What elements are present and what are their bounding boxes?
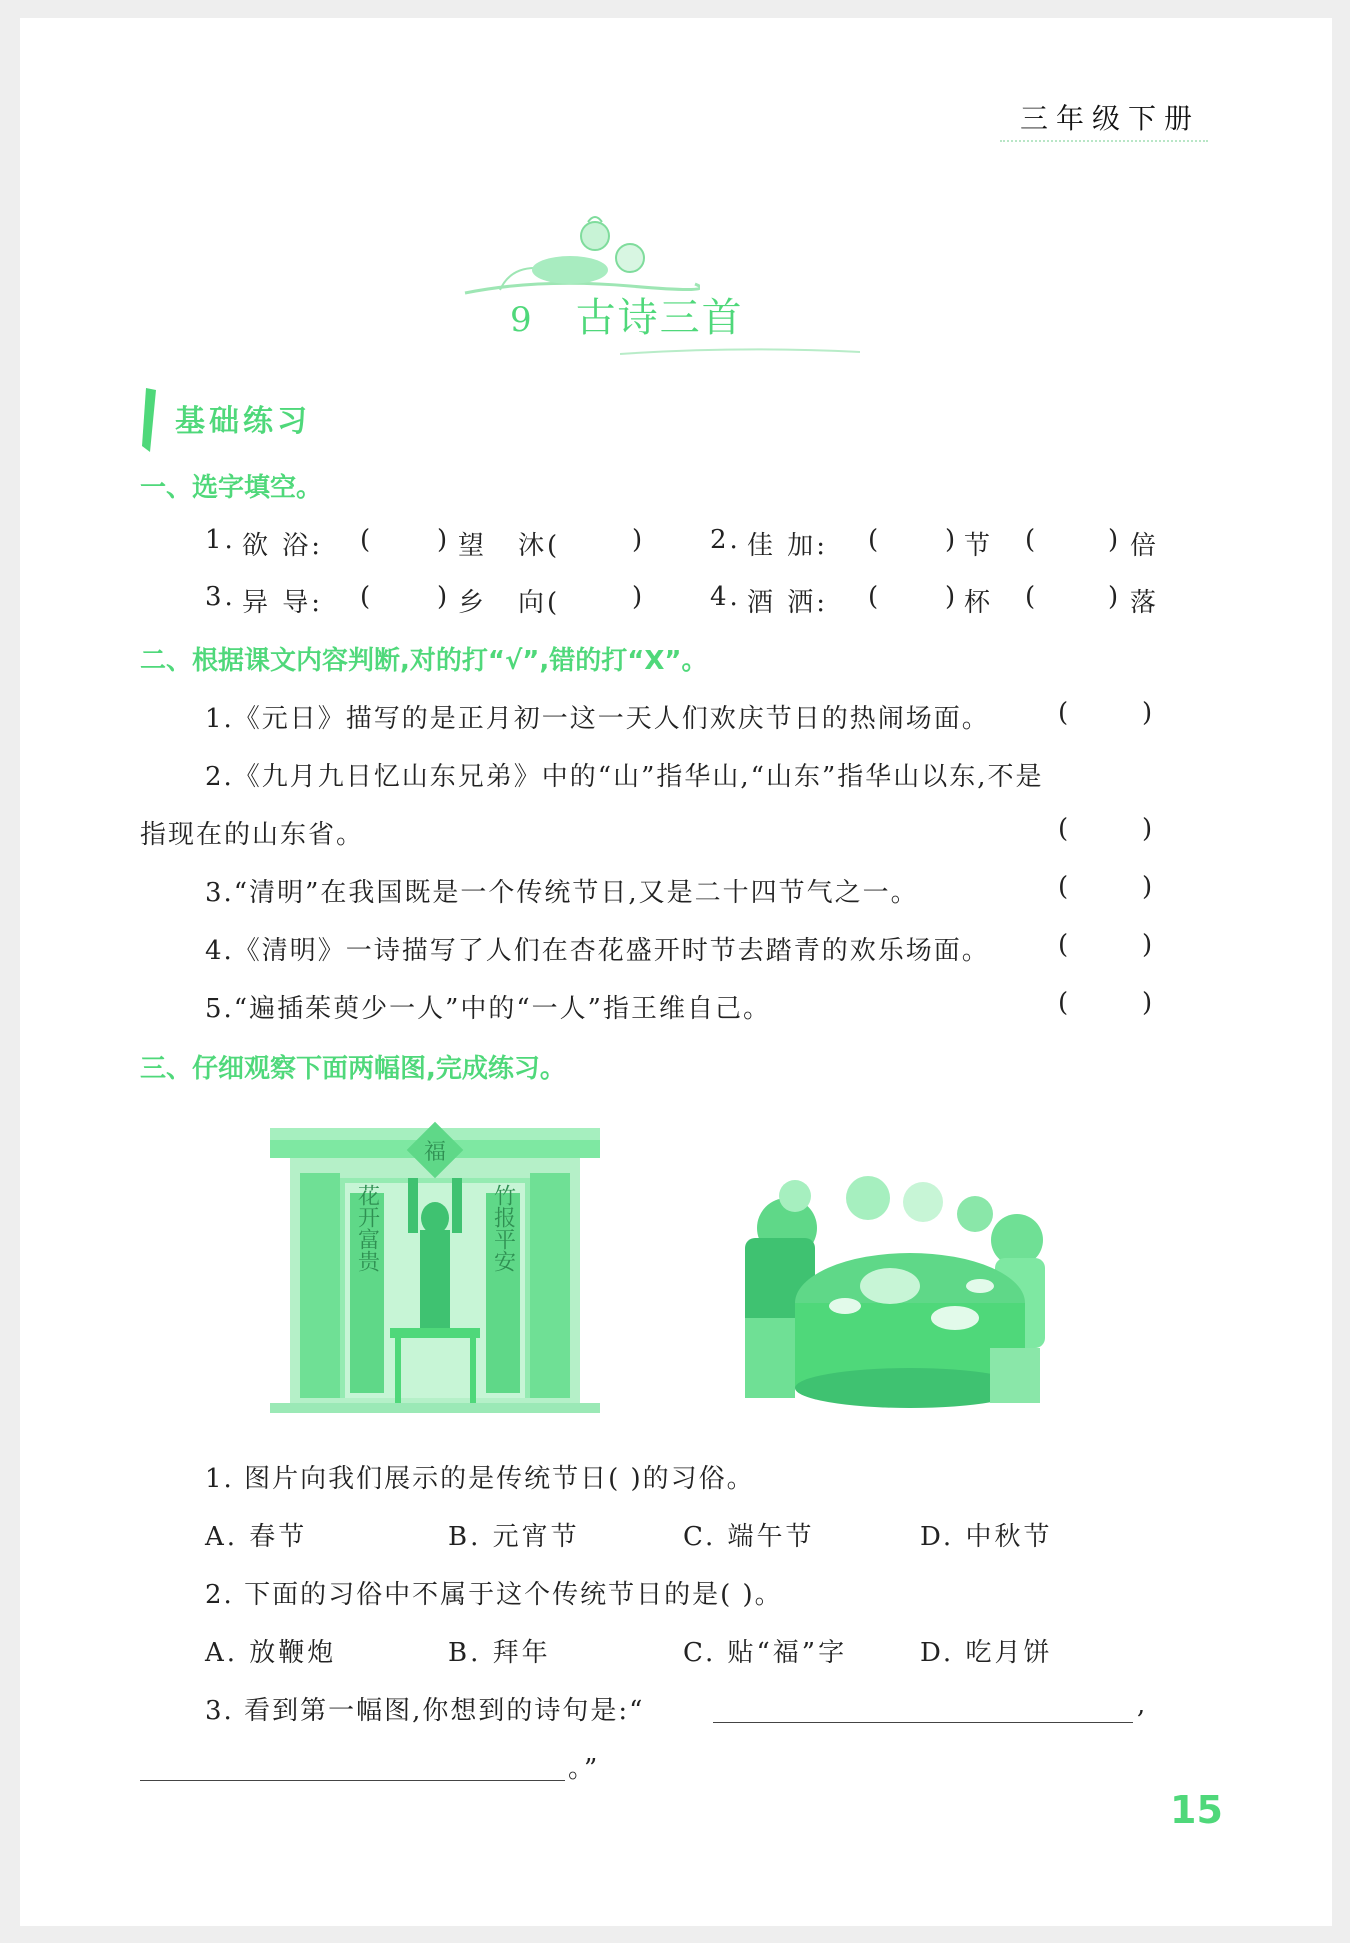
s1-q3-word2-close: ) — [632, 582, 643, 612]
s3-q2-option-a: A. 放鞭炮 — [205, 1638, 337, 1668]
s3-q1: 1. 图片向我们展示的是传统节日( )的习俗。 — [205, 1464, 755, 1494]
title-underline — [620, 346, 860, 358]
s1-q2-word1: 节 — [964, 531, 994, 561]
s2-item-2-paren-open: ( — [1058, 814, 1069, 844]
s1-q1-word2: 沐( — [518, 531, 561, 561]
s3-q2: 2. 下面的习俗中不属于这个传统节日的是( )。 — [205, 1580, 783, 1610]
workbook-page — [20, 18, 1332, 1926]
family-dinner-illustration — [735, 1168, 1055, 1418]
s1-q2-paren2-close: ) — [1108, 525, 1119, 555]
s1-q1-num: 1. — [205, 525, 236, 555]
section2-title: 二、根据课文内容判断,对的打“√”,错的打“X”。 — [140, 646, 708, 676]
s1-q1-paren-open: ( — [360, 525, 371, 555]
left-couplet-text: 花开富贵 — [354, 1184, 380, 1272]
s3-q1-option-b: B. 元宵节 — [448, 1522, 580, 1552]
s3-q2-option-d: D. 吃月饼 — [920, 1638, 1053, 1668]
s1-q4-chars: 酒 洒: — [747, 588, 829, 618]
fu-character-text: 福 — [423, 1140, 447, 1165]
s3-q1-option-d: D. 中秋节 — [920, 1522, 1053, 1552]
s1-q2-paren-close: ) — [945, 525, 956, 555]
s1-q3-paren-close: ) — [437, 582, 448, 612]
s1-q1-word1: 望 — [458, 531, 488, 561]
section3-title: 三、仔细观察下面两幅图,完成练习。 — [140, 1054, 566, 1084]
section1-title: 一、选字填空。 — [140, 473, 323, 503]
s1-q2-num: 2. — [710, 525, 741, 555]
s1-q3-word1: 乡 — [458, 588, 488, 618]
door-couplet-illustration — [270, 1118, 600, 1418]
s3-q3-answer-line-1[interactable] — [713, 1722, 1133, 1723]
lesson-title — [510, 286, 744, 343]
s1-q4-num: 4. — [710, 582, 741, 612]
s1-q4-paren2-close: ) — [1108, 582, 1119, 612]
s2-item-5-paren-open: ( — [1058, 988, 1069, 1018]
s2-item-2-paren-close: ) — [1142, 814, 1153, 844]
page-number: 15 — [1170, 1788, 1223, 1832]
s1-q3-chars: 异 导: — [242, 588, 324, 618]
s2-item-4: 4.《清明》一诗描写了人们在杏花盛开时节去踏青的欢乐场面。 — [205, 936, 990, 966]
s3-q2-option-b: B. 拜年 — [448, 1638, 551, 1668]
lesson-name: 古诗三首 — [575, 295, 744, 341]
s1-q1-word2-close: ) — [632, 525, 643, 555]
pencil-icon — [138, 386, 160, 456]
s2-item-1: 1.《元日》描写的是正月初一这一天人们欢庆节日的热闹场面。 — [205, 704, 990, 734]
s2-item-2: 2.《九月九日忆山东兄弟》中的“山”指华山,“山东”指华山以东,不是 — [205, 762, 1044, 792]
s2-item-4-paren-close: ) — [1142, 930, 1153, 960]
s1-q2-word2: 倍 — [1130, 531, 1160, 561]
banner-label: 基础练习 — [175, 404, 311, 439]
lesson-number: 9 — [510, 300, 534, 340]
s2-item-2-cont: 指现在的山东省。 — [140, 820, 365, 850]
s2-item-4-paren-open: ( — [1058, 930, 1069, 960]
s1-q4-paren-close: ) — [945, 582, 956, 612]
s3-q3-comma: , — [1137, 1690, 1149, 1720]
s2-item-1-paren-close: ) — [1142, 698, 1153, 728]
s3-q3: 3. 看到第一幅图,你想到的诗句是:“ — [205, 1696, 645, 1726]
s3-q2-option-c: C. 贴“福”字 — [683, 1638, 848, 1668]
right-couplet-text: 竹报平安 — [490, 1184, 516, 1272]
s1-q1-chars: 欲 浴: — [242, 531, 324, 561]
s1-q3-num: 3. — [205, 582, 236, 612]
s1-q1-paren-close: ) — [437, 525, 448, 555]
s1-q3-paren-open: ( — [360, 582, 371, 612]
s1-q2-chars: 佳 加: — [747, 531, 829, 561]
s1-q2-paren2-open: ( — [1025, 525, 1036, 555]
s1-q4-word1: 杯 — [964, 588, 994, 618]
s1-q4-paren-open: ( — [868, 582, 879, 612]
s2-item-3-paren-close: ) — [1142, 872, 1153, 902]
s2-item-3-paren-open: ( — [1058, 872, 1069, 902]
grade-label: 三年级下册 — [1000, 106, 1208, 142]
s1-q3-word2: 向( — [518, 588, 561, 618]
s3-q1-option-c: C. 端午节 — [683, 1522, 815, 1552]
s1-q4-word2: 落 — [1130, 588, 1160, 618]
s2-item-5-paren-close: ) — [1142, 988, 1153, 1018]
s2-item-3: 3.“清明”在我国既是一个传统节日,又是二十四节气之一。 — [205, 878, 919, 908]
s1-q2-paren-open: ( — [868, 525, 879, 555]
s3-q3-end: 。” — [568, 1754, 601, 1784]
s3-q3-answer-line-2[interactable] — [140, 1780, 565, 1781]
s3-q1-option-a: A. 春节 — [205, 1522, 308, 1552]
s2-item-5: 5.“遍插茱萸少一人”中的“一人”指王维自己。 — [205, 994, 771, 1024]
s1-q4-paren2-open: ( — [1025, 582, 1036, 612]
s2-item-1-paren-open: ( — [1058, 698, 1069, 728]
